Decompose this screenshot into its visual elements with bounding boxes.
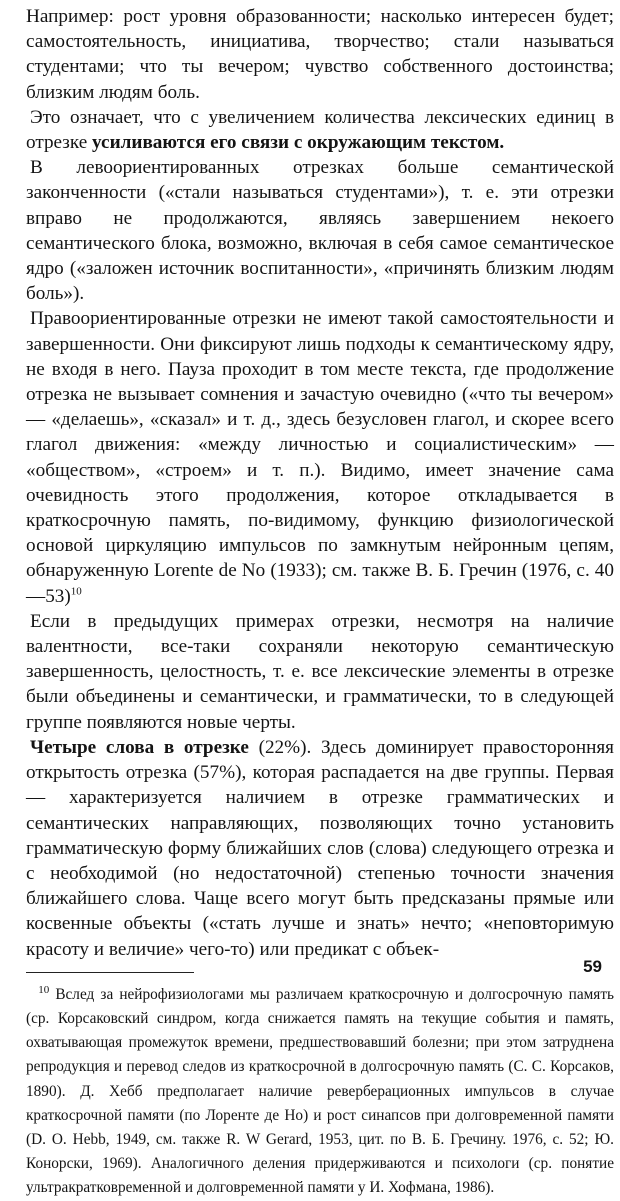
section-lead-four-words: Четыре слова в отрезке: [30, 736, 249, 758]
footnote-text: Вслед за нейрофизиологами мы различаем краткосрочную и долгосрочную память (ср. Корсаковский синдром, когда снижается память на текущие события и память, охватывающая промежуток времени, предшествовавший болезни; при этом затруднена репродукция и перевод следов из краткосрочной в долгосрочную память (С. С. Корсаков, 1890). Д. Хебб предполагает наличие реверберационных импульсов в случае краткосрочной памяти (по Лоренте де Но) и рост синапсов при долговременной памяти (D. O. Hebb, 1949, см. также R. W Gerard, 1953, цит. по В. Б. Гречину. 1976, с. 52; Ю. Конорски, 1969). Аналогичного деления придерживаются и психологи (ср. понятие ультракратковременной и долговременной памяти у И. Хофмана, 1986).: [26, 985, 615, 1197]
paragraph-previous-examples-text: Если в предыдущих примерах отрезки, несмотря на наличие валентности, все-таки сохраняли некоторую семантическую завершенность, целостность, т. е. все лексические элементы в отрезке были объединены и семантически, и грамматически, то в следующей группе появляются новые черты.: [26, 610, 614, 733]
paragraph-lexical-units-text: Это означает, что с увеличением количества лексических единиц в отрезке: [26, 106, 614, 154]
paragraph-lexical-units: [26, 105, 614, 155]
paragraph-examples-text: Например: рост уровня образованности; насколько интересен будет; самостоятельность, инициатива, творчество; стали называться студентами; что ты вечером; чувство собственного достоинства; близким людям боль.: [26, 6, 614, 103]
paragraph-previous-examples: [26, 609, 614, 735]
paragraph-left-oriented-text: В левоориентированных отрезках больше семантической законченности («стали называться студентами»), т. е. эти отрезки вправо не продолжаются, являясь завершением некоего семантического блока, возможно, включая в себя самое семантическое ядро («заложен источник воспитанности», «причинять близким людям боль»).: [26, 157, 614, 305]
page-content: [26, 4, 614, 1201]
footnote-number: 10: [38, 983, 50, 996]
footnote: [26, 983, 614, 1201]
paragraph-right-oriented-text: Правоориентированные отрезки не имеют такой самостоятельности и завершенности. Они фиксируют лишь подходы к семантическому ядру, не входя в него. Пауза проходит в том месте текста, где продолжение отрезка не вызывает сомнения и зачастую очевидно («что ты вечером» — «делаешь», «сказал» и т. д., здесь безусловен глагол, и скорее всего глагол движения: «между личностью и социалистическим» — «обществом», «строем» и т. п.). Видимо, имеет значение сама очевидность этого продолжения, которое откладывается в краткосрочную память, по-видимому, функцию физиологической основой циркуляцию импульсов по замкнутым нейронным цепям, обнаруженную Lorente de No (1933); см. также В. Б. Гречин (1976, с. 40—53): [26, 308, 614, 607]
paragraph-left-oriented: [26, 155, 614, 306]
emphasis-links-with-text: усиливаются его связи с окружающим текстом.: [92, 132, 505, 154]
footnote-divider: [26, 972, 194, 973]
paragraph-examples: [26, 4, 614, 105]
paragraph-four-words-text: (22%). Здесь доминирует правосторонняя открытость отрезка (57%), которая распадается на две группы. Первая — характеризуется наличием в отрезке грамматических и семантических направляющих, позволяющих точно установить грамматическую форму ближайших слов (слова) следующего отрезка и с необходимой (но недостаточной) степенью точности значения ближайшего слова. Чаще всего могут быть предсказаны прямые или косвенные объекты («стать лучше и знать» нечто; «неповторимую красоту и величие» чего-то) или предикат с объек-: [26, 736, 615, 960]
paragraph-four-words: [26, 735, 614, 962]
footnote-reference[interactable]: 10: [70, 585, 82, 598]
page-number: 59: [583, 957, 602, 976]
paragraph-right-oriented: [26, 306, 614, 608]
